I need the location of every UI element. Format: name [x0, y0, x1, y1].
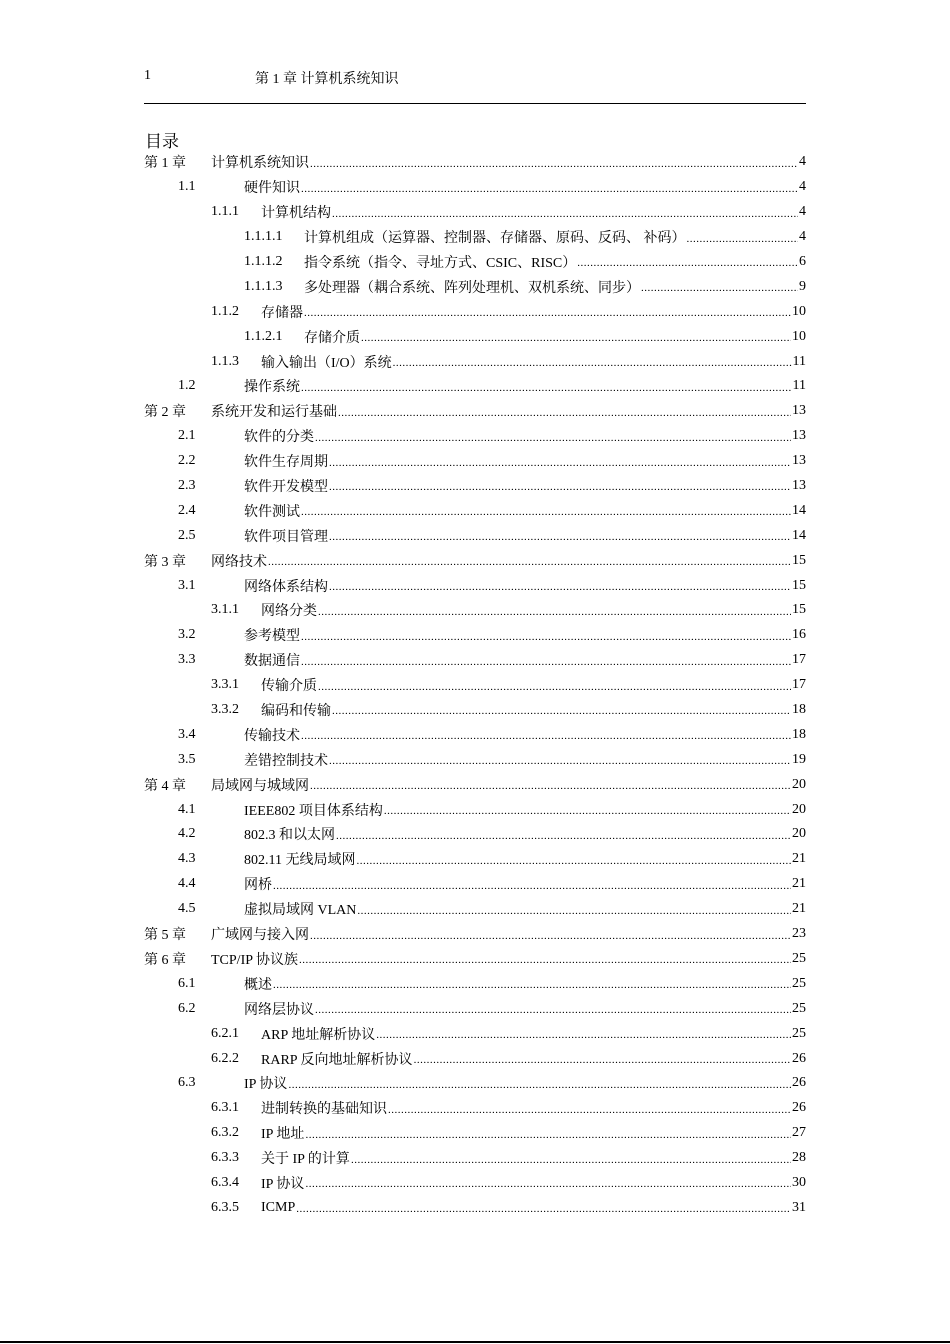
toc-entry-page: 18 — [792, 702, 806, 718]
toc-entry-number: 第 6 章 — [144, 952, 186, 968]
toc-entry-number: 3.2 — [178, 627, 196, 643]
toc-entry-number: 1.1.1.2 — [244, 254, 283, 269]
toc-entry-label: 网络分类 — [261, 604, 317, 620]
toc-entry-number: 6.2.2 — [211, 1050, 239, 1066]
toc-entry-page: 20 — [792, 826, 806, 842]
toc-entry-label: 软件测试 — [244, 504, 300, 520]
toc-entry-number: 2.2 — [178, 453, 196, 469]
toc-entry-label: 硬件知识 — [244, 181, 300, 197]
toc-entry[interactable] — [144, 847, 806, 872]
toc-entry-number: 3.1.1 — [211, 602, 239, 618]
toc-entry-page: 16 — [792, 627, 806, 643]
toc-entry-label: 软件生存周期 — [244, 455, 328, 471]
toc-entry-page: 21 — [792, 851, 806, 867]
toc-entry-page: 14 — [792, 502, 806, 518]
toc-entry[interactable] — [144, 225, 806, 250]
toc-entry[interactable] — [144, 573, 806, 598]
toc-entry-number: 6.3.5 — [211, 1199, 239, 1215]
toc-entry-number: 4.5 — [178, 901, 196, 917]
toc-entry-number: 1.1.3 — [211, 353, 239, 369]
toc-dot-leader — [301, 507, 791, 523]
toc-dot-leader — [315, 1005, 791, 1021]
toc-entry-page: 26 — [792, 1075, 806, 1091]
toc-dot-leader — [332, 706, 791, 722]
toc-dot-leader — [388, 1105, 791, 1121]
toc-dot-leader — [318, 682, 791, 698]
toc-entry-number: 3.1 — [178, 577, 196, 593]
toc-entry-number: 6.3.3 — [211, 1150, 239, 1166]
toc-entry[interactable] — [144, 1195, 806, 1220]
toc-dot-leader — [687, 234, 799, 250]
toc-entry-page: 25 — [792, 975, 806, 991]
toc-entry-page: 23 — [792, 926, 806, 942]
toc-entry[interactable] — [144, 797, 806, 822]
toc-entry-number: 6.3.1 — [211, 1100, 239, 1116]
toc-entry-number: 3.5 — [178, 751, 196, 767]
toc-entry-page: 20 — [792, 801, 806, 817]
toc-dot-leader — [315, 433, 791, 449]
toc-entry-number: 4.1 — [178, 801, 196, 817]
toc-entry-label: 软件的分类 — [244, 430, 314, 446]
toc-entry-number: 3.4 — [178, 726, 196, 742]
toc-entry[interactable] — [144, 324, 806, 349]
toc-entry-label: 软件开发模型 — [244, 480, 328, 496]
toc-entry-number: 6.2 — [178, 1000, 196, 1016]
toc-entry-page: 11 — [792, 353, 806, 369]
toc-entry-number: 第 3 章 — [144, 554, 186, 570]
toc-entry-page: 25 — [792, 1025, 806, 1041]
toc-dot-leader — [268, 557, 791, 573]
toc-dot-leader — [357, 906, 791, 922]
toc-entry-label: 网络技术 — [211, 554, 267, 570]
toc-entry-number: 3.3.1 — [211, 677, 239, 693]
toc-entry-number: 2.4 — [178, 502, 196, 518]
toc-entry-number: 第 2 章 — [144, 405, 186, 421]
toc-entry-label: 存储介质 — [304, 330, 360, 346]
toc-entry-page: 25 — [792, 1000, 806, 1016]
toc-entry[interactable] — [144, 424, 806, 449]
toc-entry-label: 差错控制技术 — [244, 753, 328, 769]
toc-dot-leader — [301, 632, 791, 648]
toc-entry[interactable] — [144, 548, 806, 573]
toc-dot-leader — [310, 781, 791, 797]
toc-entry-page: 9 — [799, 278, 806, 294]
header-chapter-title: 第 1 章 计算机系统知识 — [255, 72, 399, 87]
toc-dot-leader — [329, 482, 791, 498]
toc-entry-number: 4.4 — [178, 876, 196, 892]
toc-entry-number: 6.1 — [178, 975, 196, 991]
toc-entry[interactable] — [144, 1121, 806, 1146]
toc-entry-number: 第 1 章 — [144, 156, 186, 172]
toc-entry-page: 10 — [792, 328, 806, 344]
toc-entry-number: 2.3 — [178, 478, 196, 494]
toc-entry[interactable] — [144, 250, 806, 275]
toc-entry-label: 系统开发和运行基础 — [211, 405, 337, 421]
toc-dot-leader — [351, 1155, 791, 1171]
toc-entry-page: 21 — [792, 876, 806, 892]
toc-entry-label: 传输介质 — [261, 679, 317, 695]
toc-entry-page: 27 — [792, 1125, 806, 1141]
page-bottom-edge — [0, 1341, 950, 1343]
toc-entry-label: 计算机结构 — [261, 206, 331, 222]
toc-entry-label: 广域网与接入网 — [211, 928, 309, 944]
toc-entry-page: 19 — [792, 751, 806, 767]
toc-entry[interactable] — [144, 1071, 806, 1096]
toc-dot-leader — [393, 358, 792, 374]
toc-entry[interactable] — [144, 349, 806, 374]
toc-entry-number: 6.2.1 — [211, 1025, 239, 1041]
toc-entry-label: 802.11 无线局域网 — [244, 853, 356, 869]
toc-entry-label: 计算机组成（运算器、控制器、存储器、原码、反码、 补码） — [304, 231, 686, 247]
toc-entry-label: IEEE802 项目体系结构 — [244, 803, 383, 819]
toc-dot-leader — [329, 582, 791, 598]
toc-dot-leader — [376, 1030, 791, 1046]
toc-dot-leader — [304, 308, 791, 324]
toc-entry-label: ARP 地址解析协议 — [261, 1027, 376, 1043]
toc-entry[interactable] — [144, 996, 806, 1021]
toc-entry-label: 数据通信 — [244, 654, 300, 670]
toc-dot-leader — [301, 184, 798, 200]
toc-entry-page: 20 — [792, 776, 806, 792]
toc-entry[interactable] — [144, 623, 806, 648]
toc-entry-label: RARP 反向地址解析协议 — [261, 1052, 413, 1068]
toc-entry-number: 1.1 — [178, 179, 196, 195]
toc-entry-number: 第 4 章 — [144, 778, 186, 794]
toc-entry[interactable] — [144, 498, 806, 523]
toc-entry[interactable] — [144, 673, 806, 698]
toc-entry-label: 网络体系结构 — [244, 579, 328, 595]
toc-entry[interactable] — [144, 698, 806, 723]
toc-dot-leader — [301, 383, 792, 399]
toc-entry-label: 编码和传输 — [261, 704, 331, 720]
toc-entry-label: 存储器 — [261, 305, 303, 321]
toc-entry-page: 13 — [792, 403, 806, 419]
toc-entry[interactable] — [144, 449, 806, 474]
toc-entry-page: 15 — [792, 552, 806, 568]
toc-entry-number: 1.1.2 — [211, 303, 239, 319]
toc-entry-number: 6.3.4 — [211, 1174, 239, 1190]
toc-entry-page: 17 — [792, 677, 806, 693]
toc-entry-label: 指令系统（指令、寻址方式、CSIC、RISC） — [304, 256, 577, 271]
toc-dot-leader — [273, 881, 791, 897]
toc-dot-leader — [305, 1130, 791, 1146]
toc-entry-number: 1.1.1.3 — [244, 278, 283, 294]
toc-entry-number: 第 5 章 — [144, 928, 186, 944]
toc-title: 目录 — [145, 132, 179, 151]
toc-entry-page: 15 — [792, 577, 806, 593]
toc-entry[interactable] — [144, 822, 806, 847]
toc-entry[interactable] — [144, 1021, 806, 1046]
toc-entry-number: 1.1.1 — [211, 204, 239, 220]
toc-entry-number: 4.3 — [178, 851, 196, 867]
toc-dot-leader — [329, 532, 791, 548]
toc-entry-label: IP 协议 — [244, 1077, 288, 1093]
toc-entry-number: 3.3 — [178, 652, 196, 668]
toc-entry-label: 网桥 — [244, 878, 272, 894]
toc-dot-leader — [296, 1204, 791, 1220]
toc-entry-page: 28 — [792, 1150, 806, 1166]
toc-entry-page: 13 — [792, 453, 806, 469]
toc-entry[interactable] — [144, 947, 806, 972]
toc-entry[interactable] — [144, 150, 806, 175]
toc-entry-label: ICMP — [261, 1199, 296, 1215]
toc-dot-leader — [641, 283, 798, 299]
toc-entry[interactable] — [144, 1146, 806, 1171]
toc-entry-label: IP 协议 — [261, 1176, 305, 1192]
toc-entry-page: 13 — [792, 478, 806, 494]
toc-entry-label: 进制转换的基础知识 — [261, 1102, 387, 1118]
toc-entry-page: 15 — [792, 602, 806, 618]
toc-dot-leader — [299, 955, 791, 971]
toc-entry[interactable] — [144, 474, 806, 499]
toc-entry[interactable] — [144, 299, 806, 324]
toc-entry-number: 6.3 — [178, 1075, 196, 1091]
toc-entry-page: 25 — [792, 950, 806, 966]
toc-entry-page: 26 — [792, 1050, 806, 1066]
toc-entry[interactable] — [144, 374, 806, 399]
toc-entry-label: 网络层协议 — [244, 1002, 314, 1018]
toc-entry-page: 4 — [799, 154, 806, 170]
toc-entry-label: 概述 — [244, 977, 272, 993]
toc-entry-page: 21 — [792, 901, 806, 917]
toc-entry-page: 18 — [792, 726, 806, 742]
toc-entry[interactable] — [144, 523, 806, 548]
toc-entry-page: 17 — [792, 652, 806, 668]
header-page-number: 1 — [144, 68, 151, 83]
toc-entry-page: 6 — [799, 254, 806, 269]
toc-entry[interactable] — [144, 872, 806, 897]
toc-entry-page: 10 — [792, 303, 806, 319]
toc-dot-leader — [361, 333, 791, 349]
toc-entry-page: 4 — [799, 229, 806, 245]
toc-entry-label: IP 地址 — [261, 1127, 305, 1143]
toc-entry-page: 30 — [792, 1174, 806, 1190]
toc-dot-leader — [414, 1055, 791, 1071]
toc-entry[interactable] — [144, 971, 806, 996]
toc-dot-leader — [329, 458, 791, 474]
toc-entry-label: 传输技术 — [244, 728, 300, 744]
toc-entry-number: 6.3.2 — [211, 1125, 239, 1141]
header-rule — [144, 103, 806, 104]
toc-dot-leader — [384, 806, 791, 822]
toc-entry[interactable] — [144, 399, 806, 424]
toc-entry[interactable] — [144, 772, 806, 797]
toc-entry[interactable] — [144, 1096, 806, 1121]
toc-entry-number: 1.2 — [178, 378, 196, 394]
toc-entry[interactable] — [144, 747, 806, 772]
toc-dot-leader — [318, 607, 791, 623]
toc-entry[interactable] — [144, 175, 806, 200]
toc-entry-label: TCP/IP 协议族 — [211, 952, 298, 968]
toc-dot-leader — [336, 831, 791, 847]
table-of-contents — [144, 150, 806, 1220]
toc-entry-page: 14 — [792, 527, 806, 543]
toc-entry[interactable] — [144, 1171, 806, 1196]
toc-entry-number: 2.5 — [178, 527, 196, 543]
toc-entry-label: 操作系统 — [244, 380, 300, 396]
toc-dot-leader — [301, 731, 791, 747]
toc-entry[interactable] — [144, 648, 806, 673]
toc-dot-leader — [310, 931, 791, 947]
toc-dot-leader — [329, 756, 791, 772]
toc-entry-label: 虚拟局域网 VLAN — [244, 903, 357, 919]
toc-entry-page: 26 — [792, 1100, 806, 1116]
toc-entry[interactable] — [144, 922, 806, 947]
toc-entry-page: 4 — [799, 204, 806, 220]
toc-entry-label: 802.3 和以太网 — [244, 828, 335, 844]
toc-dot-leader — [356, 856, 791, 872]
toc-entry-number: 1.1.1.1 — [244, 229, 283, 245]
toc-entry-page: 31 — [792, 1199, 806, 1215]
toc-entry[interactable] — [144, 274, 806, 299]
toc-entry-number: 4.2 — [178, 826, 196, 842]
toc-entry-label: 关于 IP 的计算 — [261, 1152, 350, 1168]
toc-dot-leader — [301, 657, 791, 673]
toc-dot-leader — [288, 1080, 791, 1096]
toc-dot-leader — [338, 408, 791, 424]
toc-entry-label: 软件项目管理 — [244, 529, 328, 545]
toc-entry[interactable] — [144, 200, 806, 225]
toc-entry-number: 3.3.2 — [211, 702, 239, 718]
toc-entry-label: 多处理器（耦合系统、阵列处理机、双机系统、同步） — [304, 280, 640, 296]
toc-entry-page: 4 — [799, 179, 806, 195]
toc-entry-label: 计算机系统知识 — [211, 156, 309, 172]
toc-entry-number: 2.1 — [178, 428, 196, 444]
page-header — [144, 68, 806, 88]
toc-entry[interactable] — [144, 722, 806, 747]
toc-dot-leader — [577, 258, 798, 274]
toc-entry-page: 13 — [792, 428, 806, 444]
toc-entry-number: 1.1.2.1 — [244, 328, 283, 344]
toc-entry-page: 11 — [792, 378, 806, 394]
toc-entry-label: 参考模型 — [244, 629, 300, 645]
toc-entry[interactable] — [144, 598, 806, 623]
toc-dot-leader — [273, 980, 791, 996]
toc-dot-leader — [332, 209, 798, 225]
toc-entry-label: 局域网与城域网 — [211, 778, 309, 794]
toc-entry[interactable] — [144, 897, 806, 922]
toc-entry[interactable] — [144, 1046, 806, 1071]
toc-entry-label: 输入输出（I/O）系统 — [261, 355, 392, 371]
toc-dot-leader — [305, 1179, 791, 1195]
toc-dot-leader — [310, 159, 798, 175]
